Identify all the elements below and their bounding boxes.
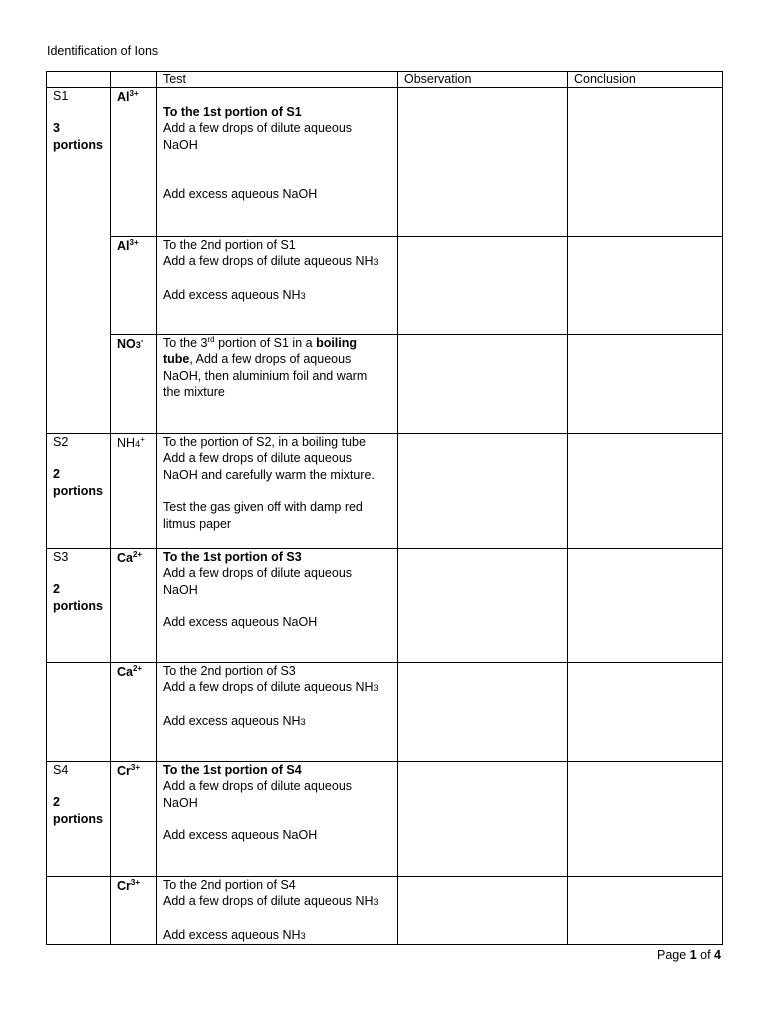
test-cell (157, 237, 398, 335)
test-step: the mixture (163, 385, 225, 400)
test-emphasis: tube (163, 352, 190, 367)
portions-count: 3 (53, 121, 60, 136)
ion-cell (111, 877, 157, 945)
solution-label: S3 (53, 550, 69, 564)
test-heading: To the 1st portion of S1 (163, 105, 302, 119)
test-step: Test the gas given off with damp red (163, 500, 363, 515)
header-ion (111, 72, 157, 88)
conclusion-cell[interactable] (568, 88, 723, 237)
ion-charge: 3+ (129, 89, 139, 98)
observation-cell[interactable] (398, 88, 568, 237)
header-test: Test (157, 72, 398, 88)
table-row-s1-portion1 (47, 88, 723, 237)
test-step: Add a few drops of dilute aqueous (163, 566, 353, 581)
test-cell (157, 762, 398, 877)
ion-symbol: Al (117, 90, 130, 104)
ion-cell (111, 549, 157, 663)
solution-label: S2 (53, 435, 69, 449)
subscript: 3 (300, 290, 306, 301)
document-title: Identification of Ions (47, 44, 159, 58)
ion-cell (111, 434, 157, 549)
solution-cell-s2 (47, 434, 111, 549)
header-solution (47, 72, 111, 88)
ion-cell (111, 237, 157, 335)
subscript: 3 (373, 897, 379, 908)
table-row-s1-portion3 (47, 335, 723, 434)
test-step: Add excess aqueous NaOH (163, 615, 318, 630)
page-current: 1 (689, 948, 697, 962)
test-step: Add a few drops of dilute aqueous NH (163, 254, 374, 269)
ion-symbol: Ca (117, 665, 133, 679)
table-row-s2 (47, 434, 723, 549)
solution-cell-s1 (47, 88, 111, 434)
ion-symbol: NO (117, 337, 136, 351)
portions-count: 2 (53, 582, 60, 597)
page-number (657, 948, 721, 962)
solution-cell-empty (47, 663, 111, 762)
test-step: Add excess aqueous NaOH (163, 187, 318, 202)
ion-charge: - (140, 336, 144, 345)
test-heading: To the 1st portion of S4 (163, 763, 302, 777)
test-cell (157, 335, 398, 434)
test-cell (157, 877, 398, 945)
subscript: 3 (373, 257, 379, 268)
test-step: Add excess aqueous NH (163, 713, 301, 728)
ion-symbol: Cr (117, 764, 131, 778)
test-step: NaOH (163, 795, 198, 810)
portions-word: portions (53, 483, 103, 498)
conclusion-cell[interactable] (568, 762, 723, 877)
portions-count: 2 (53, 795, 60, 810)
solution-label: S4 (53, 763, 69, 777)
observation-cell[interactable] (398, 434, 568, 549)
test-step: Add a few drops of dilute aqueous NH (163, 894, 374, 909)
page-total: 4 (714, 948, 721, 962)
conclusion-cell[interactable] (568, 237, 723, 335)
ion-charge: 3+ (129, 238, 139, 247)
ion-cell (111, 663, 157, 762)
test-step: portion of S1 in a (214, 336, 317, 350)
ion-identification-table (46, 71, 723, 945)
table-header-row (47, 72, 723, 88)
test-step: Add a few drops of dilute aqueous (163, 451, 353, 466)
conclusion-cell[interactable] (568, 877, 723, 945)
of-word: of (700, 948, 711, 962)
ion-subscript: 4 (135, 439, 141, 449)
conclusion-cell[interactable] (568, 663, 723, 762)
ordinal-suffix: rd (207, 335, 215, 344)
test-emphasis: boiling (316, 336, 358, 350)
subscript: 3 (300, 930, 306, 941)
ion-cell (111, 88, 157, 237)
solution-label: S1 (53, 89, 69, 103)
ion-charge: 2+ (132, 550, 143, 559)
test-heading: To the 2nd portion of S3 (163, 664, 296, 678)
observation-cell[interactable] (398, 237, 568, 335)
table-row-s3-portion2 (47, 663, 723, 762)
table-row-s3-portion1 (47, 549, 723, 663)
table-row-s1-portion2 (47, 237, 723, 335)
page-word: Page (657, 948, 687, 962)
conclusion-cell[interactable] (568, 335, 723, 434)
test-step: To the 3 (163, 336, 208, 350)
test-step: Add a few drops of dilute aqueous NH (163, 680, 374, 695)
ion-charge: + (140, 435, 145, 444)
ion-symbol: NH (117, 436, 136, 450)
test-step: Add a few drops of dilute aqueous (163, 779, 353, 794)
test-heading: To the 1st portion of S3 (163, 550, 302, 564)
observation-cell[interactable] (398, 877, 568, 945)
test-step: litmus paper (163, 516, 232, 531)
header-conclusion: Conclusion (568, 72, 723, 88)
test-cell (157, 663, 398, 762)
test-step: Add excess aqueous NH (163, 287, 301, 302)
ion-charge: 3+ (130, 763, 141, 772)
test-heading: To the 2nd portion of S4 (163, 878, 296, 892)
portions-word: portions (53, 811, 103, 826)
ion-cell (111, 762, 157, 877)
test-heading: To the 2nd portion of S1 (163, 238, 296, 252)
ion-subscript: 3 (135, 340, 141, 350)
observation-cell[interactable] (398, 663, 568, 762)
ion-charge: 3+ (130, 878, 141, 887)
ion-cell (111, 335, 157, 434)
test-step: , Add a few drops of aqueous (189, 352, 352, 367)
test-step: Add excess aqueous NaOH (163, 828, 318, 843)
test-step: Add excess aqueous NH (163, 927, 301, 942)
table-row-s4-portion1 (47, 762, 723, 877)
observation-cell[interactable] (398, 335, 568, 434)
ion-charge: 2+ (132, 664, 143, 673)
test-step: NaOH, then aluminium foil and warm (163, 368, 368, 383)
solution-cell-empty (47, 877, 111, 945)
conclusion-cell[interactable] (568, 549, 723, 663)
solution-cell-s4 (47, 762, 111, 877)
conclusion-cell[interactable] (568, 434, 723, 549)
observation-cell[interactable] (398, 762, 568, 877)
header-observation: Observation (398, 72, 568, 88)
portions-word: portions (53, 137, 103, 152)
solution-cell-s3 (47, 549, 111, 663)
observation-cell[interactable] (398, 549, 568, 663)
test-heading: To the portion of S2, in a boiling tube (163, 435, 366, 449)
test-step: Add a few drops of dilute aqueous (163, 121, 353, 136)
portions-count: 2 (53, 467, 60, 482)
subscript: 3 (300, 716, 306, 727)
subscript: 3 (373, 683, 379, 694)
test-cell (157, 88, 398, 237)
test-cell (157, 434, 398, 549)
ion-symbol: Al (117, 239, 130, 253)
ion-symbol: Cr (117, 879, 131, 893)
portions-word: portions (53, 598, 103, 613)
test-step: NaOH (163, 582, 198, 597)
ion-symbol: Ca (117, 551, 133, 565)
test-step: NaOH and carefully warm the mixture. (163, 467, 375, 482)
test-step: NaOH (163, 137, 198, 152)
test-cell (157, 549, 398, 663)
table-row-s4-portion2 (47, 877, 723, 945)
